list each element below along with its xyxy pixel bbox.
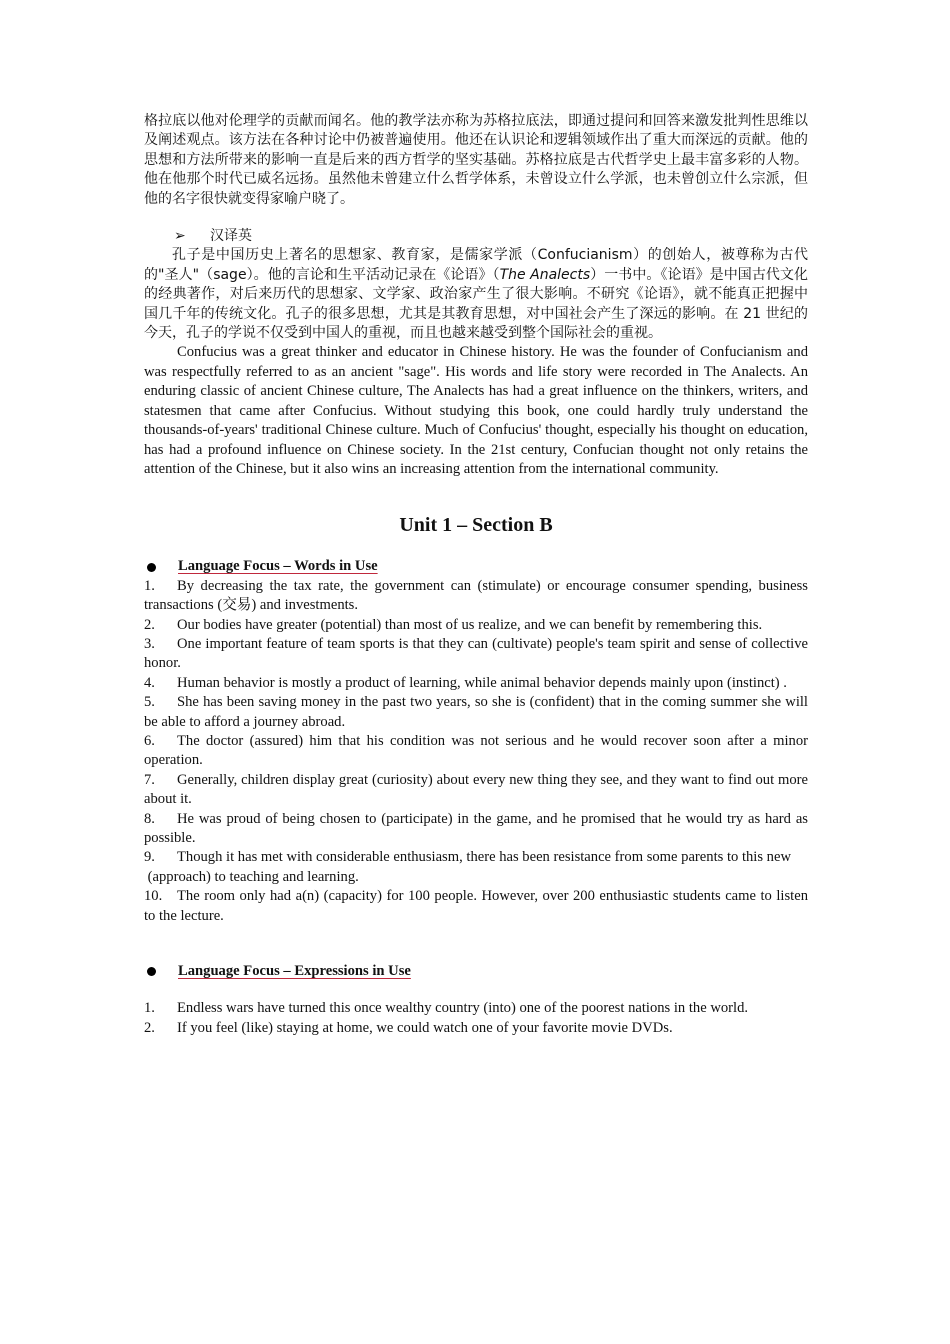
- c2e-zh-part1: 孔子是中国历史上著名的思想家、教育家，是儒家学派（Confucianism）的创始人，被尊称为古代的"圣人"（sage）。他的言论和生平活动记录在《论语》（: [144, 247, 808, 283]
- arrow-bullet-icon: ➢: [174, 228, 186, 245]
- list-item: 2. If you feel (like) staying at home, we could watch one of your favorite movie DVDs.: [144, 1019, 673, 1036]
- list-item: 2. Our bodies have greater (potential) than most of us realize, and we can benefit by remembering this.: [144, 616, 763, 633]
- unit-title: Unit 1 – Section B: [399, 514, 553, 537]
- c2e-chinese-paragraph: [144, 246, 808, 343]
- list-item: 9. Though it has met with considerable enthusiasm, there has been resistance from some parents to this new: [144, 849, 791, 866]
- expressions-in-use-heading: [144, 962, 808, 981]
- words-in-use-heading: [144, 557, 808, 576]
- bullet-dot-icon: [147, 563, 156, 572]
- expressions-in-use-title: Language Focus – Expressions in Use: [178, 963, 411, 980]
- words-in-use-list: [144, 577, 808, 926]
- list-item: 10. The room only had a(n) (capacity) for 100 people. However, over 200 enthusiastic students came to listen to the lecture.: [144, 888, 808, 924]
- c2e-label: 汉译英: [210, 228, 252, 245]
- intro-paragraph: 格拉底以他对伦理学的贡献而闻名。他的教学法亦称为苏格拉底法，即通过提问和回答来激发批判性思维以及阐述观点。该方法在各种讨论中仍被普遍使用。他还在认识论和逻辑领域作出了重大而深远的贡献。他的思想和方法所带来的影响一直是后来的西方哲学的坚实基础。苏格拉底是古代哲学史上最丰富多彩的人物。他在他那个时代已威名远扬。虽然他未曾建立什么哲学体系，未曾设立什么学派，也未曾创立什么宗派，但他的名字很快就变得家喻户晓了。: [144, 113, 808, 207]
- list-item: 7. Generally, children display great (curiosity) about every new thing they see, and they want to find out more about it.: [144, 771, 808, 808]
- c2e-zh-part2: ）一书中。《论语》是中国古代文化的经典著作，对后来历代的思想家、文学家、政治家产生了很大影响。不研究《论语》，就不能真正把握中国几千年的传统文化。孔子的很多思想，尤其是其教育思想，对中国社会产生了深远的影响。在 21 世纪的今天，孔子的学说不仅受到中国人的重视，而且也越来越受到整个国际社会的重视。: [144, 266, 808, 342]
- list-item: 3. One important feature of team sports is that they can (cultivate) people's team spirit and sense of collective honor.: [144, 635, 808, 672]
- c2e-zh-italic: The Analects: [499, 266, 591, 283]
- list-item: 5. She has been saving money in the past two years, so she is (confident) that in the coming summer she will be able to afford a journey abroad.: [144, 694, 808, 730]
- c2e-heading: [144, 227, 808, 246]
- list-item: 6. The doctor (assured) him that his condition was not serious and he would recover soon after a minor operation.: [144, 732, 808, 769]
- list-item-continuation: (approach) to teaching and learning.: [144, 868, 359, 885]
- list-item: 1. Endless wars have turned this once wealthy country (into) one of the poorest nations in the world.: [144, 1000, 749, 1017]
- words-in-use-title: Language Focus – Words in Use: [178, 558, 378, 575]
- document-page: [144, 112, 808, 1038]
- list-item: 4. Human behavior is mostly a product of learning, while animal behavior depends mainly upon (instinct) .: [144, 674, 787, 691]
- expressions-in-use-list: [144, 999, 808, 1038]
- list-item: 1. By decreasing the tax rate, the government can (stimulate) or encourage consumer spending, business transactions (交易) and investments.: [144, 577, 808, 614]
- bullet-dot-icon: [147, 967, 156, 976]
- c2e-english-paragraph: Confucius was a great thinker and educator in Chinese history. He was the founder of Confucianism and was respectfully referred to as an ancient "sage". His words and life story were recorded in The Analects. An enduring classic of ancient Chinese culture, The Analects has had a great influence on the thinkers, writers, and statesmen that came after Confucius. Without studying this book, one could hardly truly understand the thousands-of-years' traditional Chinese culture. Much of Confucius' thought, especially his thought on education, has had a profound influence on Chinese society. In the 21st century, Confucian thought not only retains the attention of the Chinese, but it also wins an increasing attention from the international community.: [144, 344, 808, 477]
- list-item: 8. He was proud of being chosen to (participate) in the game, and he promised that he would try as hard as possible.: [144, 810, 808, 846]
